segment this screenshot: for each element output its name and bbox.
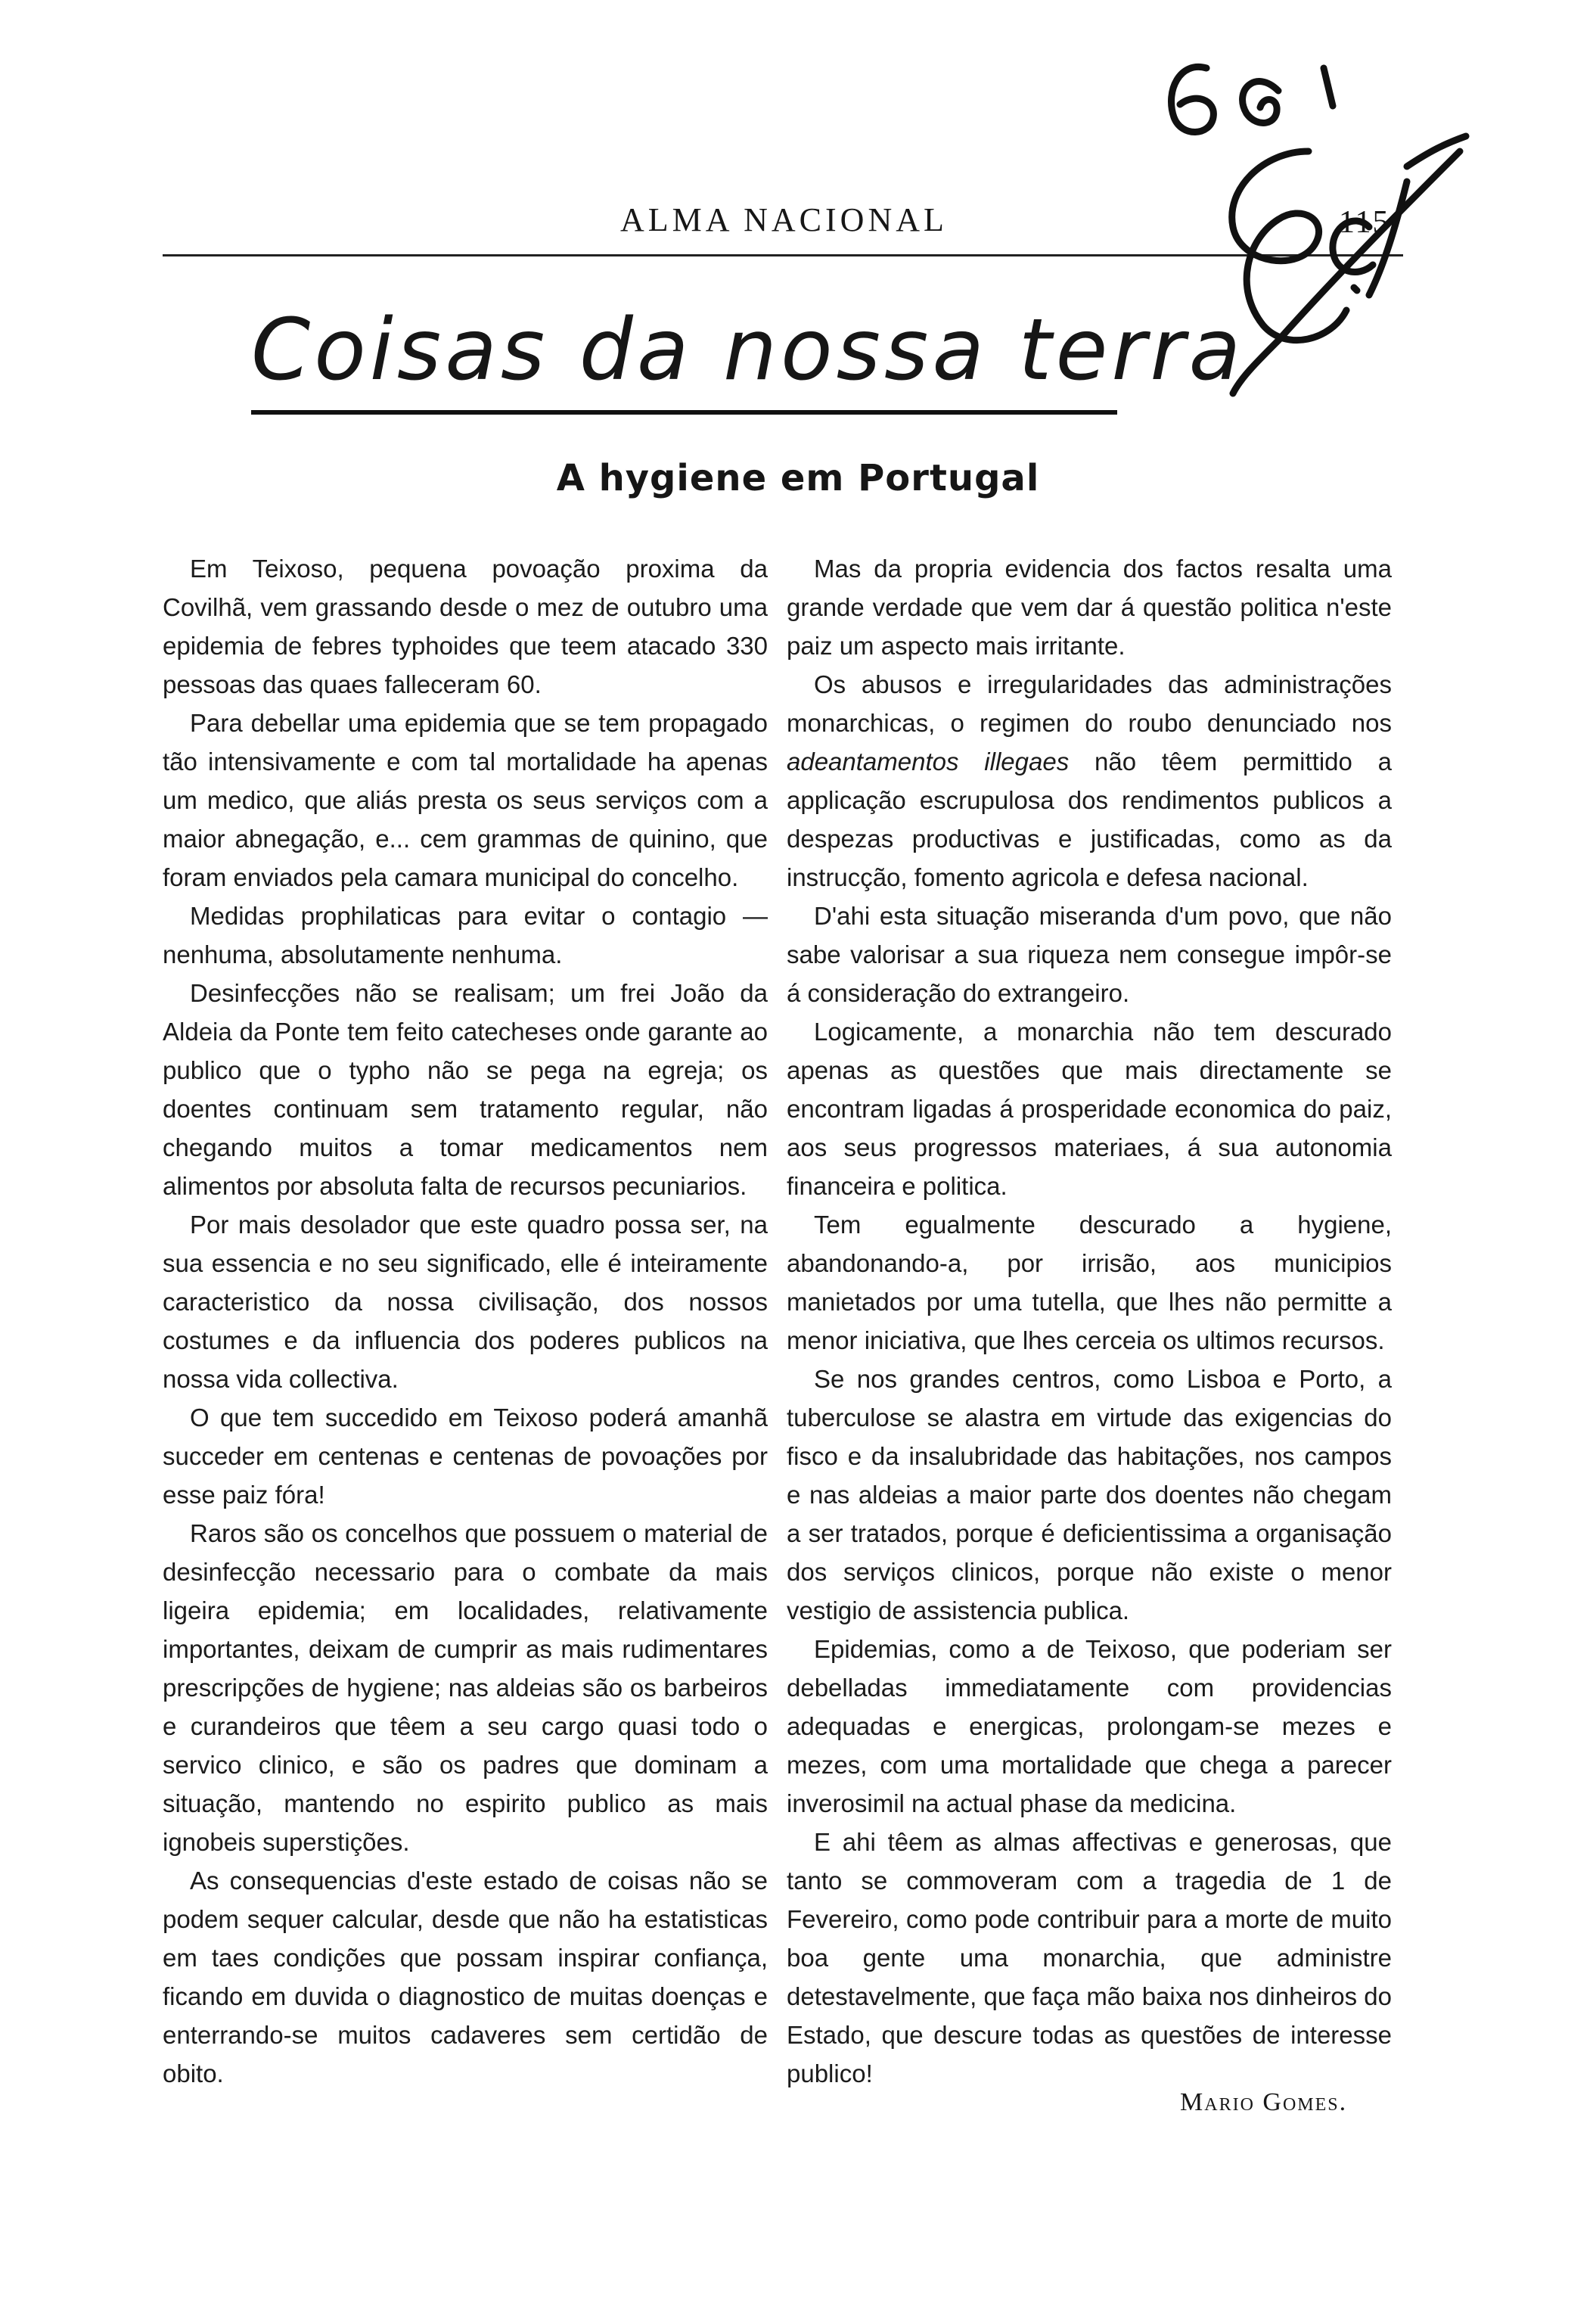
paragraph-text: não têem permittido a applicação escrupulosa dos rendimentos publicos a despezas productivas e justificadas, como as da instrucção, fomento agricola e defesa nacional.: [787, 748, 1392, 891]
paragraph: As consequencias d'este estado de coisas não se podem sequer calcular, desde que não ha estatisticas em taes condições que possam inspirar confiança, ficando em duvida o diagnostico de muitas doenças e enterrando-se muitos cadaveres sem certidão de obito.: [163, 1867, 768, 2087]
page-number: 115: [1339, 205, 1390, 240]
paragraph: Desinfecções não se realisam; um frei João da Aldeia da Ponte tem feito catecheses onde garante ao publico que o typho não se pega na egreja; os doentes continuam sem tratamento regular, não chegando muitos a tomar medicamentos nem alimentos por absoluta falta de recursos pecuniarios.: [163, 979, 768, 1200]
paragraph: O que tem succedido em Teixoso poderá amanhã succeder em centenas e centenas de povoações por esse paiz fóra!: [163, 1404, 768, 1509]
italic-phrase: adeantamentos illegaes: [787, 748, 1070, 776]
paragraph: E ahi têem as almas affectivas e generosas, que tanto se commoveram com a tragedia de 1 de Fevereiro, como pode contribuir para a morte de muito boa gente uma monarchia, que administre detestavelmente, que faça mão baixa nos dinheiros do Estado, que descure todas as questões de interesse publico!: [787, 1828, 1392, 2087]
handwritten-monogram-icon: [1051, 38, 1475, 416]
paragraph: Medidas prophilaticas para evitar o contagio — nenhuma, absolutamente nenhuma.: [163, 902, 768, 968]
right-column: [787, 549, 1392, 2093]
author-byline: Mario Gomes.: [1180, 2088, 1348, 2116]
journal-title: ALMA NACIONAL: [620, 201, 948, 238]
section-title: Coisas da nossa terra: [251, 301, 1245, 399]
article-title: A hygiene em Portugal: [556, 457, 1040, 499]
paragraph: Para debellar uma epidemia que se tem propagado tão intensivamente e com tal mortalidade ha apenas um medico, que aliás presta os seus serviços com a maior abnegação, e... cem grammas de quinino, que foram enviados pela camara municipal do concelho.: [163, 709, 768, 891]
paragraph: Raros são os concelhos que possuem o material de desinfecção necessario para o combate da mais ligeira epidemia; em localidades, relativamente importantes, deixam de cumprir as mais rudimentares prescripções de hygiene; nas aldeias são os barbeiros e curandeiros que têem a seu cargo quasi todo o servico clinico, e são os padres que dominam a situação, mantendo no espirito publico as mais ignobeis superstições.: [163, 1519, 768, 1856]
monogram-stroke: [1243, 82, 1278, 123]
paragraph: [787, 665, 1392, 897]
monogram-stroke: [1172, 67, 1214, 132]
paragraph: Em Teixoso, pequena povoação proxima da Covilhã, vem grassando desde o mez de outubro uma epidemia de febres typhoides que teem atacado 330 pessoas das quaes falleceram 60.: [163, 555, 768, 698]
paragraph: Mas da propria evidencia dos factos resalta uma grande verdade que vem dar á questão politica n'este paiz um aspecto mais irritante.: [787, 555, 1392, 660]
paragraph: Se nos grandes centros, como Lisboa e Porto, a tuberculose se alastra em virtude das exigencias do fisco e da insalubridade das habitações, nos campos e nas aldeias a maior parte dos doentes não chegam a ser tratados, porque é deficientissima a organisação dos serviços clinicos, porque não existe o menor vestigio de assistencia publica.: [787, 1365, 1392, 1624]
left-column: [163, 549, 768, 2093]
paragraph-text: Os abusos e irregularidades das administrações monarchicas, o regimen do roubo denunciado nos: [787, 670, 1392, 737]
paragraph: Tem egualmente descurado a hygiene, abandonando-a, por irrisão, aos municipios manietados por uma tutella, que lhes não permitte a menor iniciativa, que lhes cerceia os ultimos recursos.: [787, 1211, 1392, 1354]
monogram-stroke: [1324, 68, 1333, 106]
monogram-stroke: [1354, 288, 1357, 291]
paragraph: Epidemias, como a de Teixoso, que poderiam ser debelladas immediatamente com providencias adequadas e energicas, prolongam-se mezes e mezes, com uma mortalidade que chega a parecer inverosimil na actual phase da medicina.: [787, 1635, 1392, 1817]
paragraph: Por mais desolador que este quadro possa ser, na sua essencia e no seu significado, elle é inteiramente caracteristico da nossa civilisação, dos nossos costumes e da influencia dos poderes publicos na nossa vida collectiva.: [163, 1211, 768, 1393]
section-rule: [251, 410, 1117, 415]
paragraph: Logicamente, a monarchia não tem descurado apenas as questões que mais directamente se encontram ligadas á prosperidade economica do paiz, aos seus progressos materiaes, á sua autonomia financeira e politica.: [787, 1018, 1392, 1200]
monogram-stroke: [1232, 151, 1346, 340]
paragraph: D'ahi esta situação miseranda d'um povo, que não sabe valorisar a sua riqueza nem consegue impôr-se á consideração do extrangeiro.: [787, 902, 1392, 1007]
